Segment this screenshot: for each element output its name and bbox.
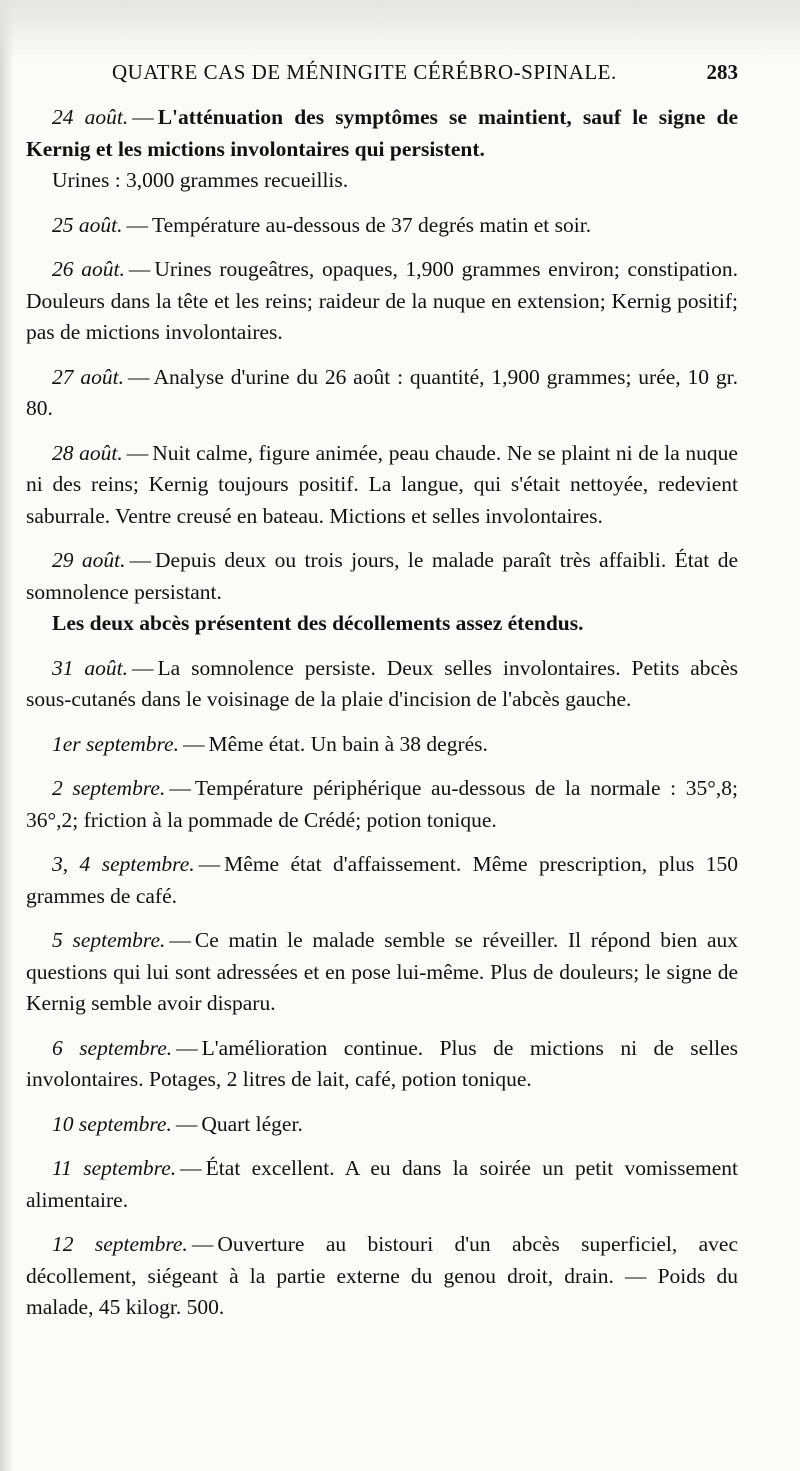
top-scan-shade bbox=[0, 0, 800, 60]
entry-24-aout: 24 août. — L'atténuation des symptômes se maintient, sauf le signe de Kernig et les mictions involontaires qui persistent. bbox=[26, 105, 738, 161]
entry-6-septembre: 6 septembre. — L'amélioration continue. Plus de mictions ni de selles involontaires. Potages, 2 litres de lait, café, potion tonique. bbox=[26, 1035, 738, 1091]
entry-text: Les deux abcès présentent des décollements assez étendus. bbox=[52, 611, 584, 635]
entry-text: Analyse d'urine du 26 août : quantité, 1,900 grammes; urée, 10 gr. 80. bbox=[26, 364, 738, 420]
entry-5-septembre: 5 septembre. — Ce matin le malade semble se réveiller. Il répond bien aux questions qui lui sont adressées et en pose lui-même. Plus de douleurs; le signe de Kernig semble avoir disparu. bbox=[26, 928, 738, 1015]
entry-date: 26 août. bbox=[52, 257, 125, 281]
entry-date: 2 septembre. bbox=[52, 776, 166, 800]
entry-date: 10 septembre. bbox=[52, 1111, 172, 1136]
entry-date: 12 septembre. bbox=[52, 1232, 188, 1256]
entry-text: Urines : 3,000 grammes recueillis. bbox=[52, 168, 349, 192]
entry-10-septembre: 10 septembre. — Quart léger. bbox=[52, 1111, 303, 1136]
entry-date: 1er septembre. bbox=[52, 731, 179, 756]
entry-date: 25 août. bbox=[52, 212, 123, 237]
entry-date: 6 septembre. bbox=[52, 1035, 173, 1060]
entry-text: Urines rougeâtres, opaques, 1,900 grammes environ; constipation. Douleurs dans la tête et les reins; raideur de la nuque en extension; Kernig positif; pas de mictions involontaires. bbox=[26, 257, 738, 344]
entry-31-aout: 31 août. — La somnolence persiste. Deux selles involontaires. Petits abcès sous-cutanés dans le voisinage de la plaie d'incision de l'abcès gauche. bbox=[26, 655, 738, 711]
entry-text: État excellent. A eu dans la soirée un petit vomissement alimentaire. bbox=[26, 1156, 738, 1212]
page-number: 283 bbox=[706, 60, 738, 84]
entry-29-aout: 29 août. — Depuis deux ou trois jours, le malade paraît très affaibli. État de somnolence persistant. bbox=[26, 548, 738, 604]
page-body bbox=[26, 102, 738, 1337]
entry-date: 3, 4 septembre. bbox=[52, 852, 195, 876]
entry-text: Quart léger. bbox=[201, 1111, 303, 1136]
entry-text: Même état d'affaissement. Même prescription, plus 150 grammes de café. bbox=[26, 852, 738, 908]
entry-text: Ce matin le malade semble se réveiller. Il répond bien aux questions qui lui sont adressées et en pose lui-même. Plus de douleurs; le signe de Kernig semble avoir disparu. bbox=[26, 928, 738, 1015]
entry-25-aout: 25 août. — Température au-dessous de 37 degrés matin et soir. bbox=[52, 212, 592, 237]
running-title: QUATRE CAS DE MÉNINGITE CÉRÉBRO-SPINALE. bbox=[112, 60, 617, 84]
entry-text: Température au-dessous de 37 degrés matin et soir. bbox=[151, 212, 592, 237]
entry-26-aout: 26 août. — Urines rougeâtres, opaques, 1,900 grammes environ; constipation. Douleurs dans la tête et les reins; raideur de la nuque en extension; Kernig positif; pas de mictions involontaires. bbox=[26, 257, 738, 344]
page-edge-shadow bbox=[0, 0, 14, 1471]
entry-2-septembre: 2 septembre. — Température périphérique au-dessous de la normale : 35°,8; 36°,2; friction à la pommade de Crédé; potion tonique. bbox=[26, 776, 738, 832]
entry-date: 11 septembre. bbox=[52, 1156, 177, 1180]
entry-text: Même état. Un bain à 38 degrés. bbox=[208, 731, 488, 756]
entry-12-septembre: 12 septembre. — Ouverture au bistouri d'un abcès superficiel, avec décollement, siégeant à la partie externe du genou droit, drain. — Poids du malade, 45 kilogr. 500. bbox=[26, 1232, 738, 1319]
entry-3-4-septembre: 3, 4 septembre. — Même état d'affaissement. Même prescription, plus 150 grammes de café. bbox=[26, 852, 738, 908]
entry-date: 5 septembre. bbox=[52, 928, 166, 952]
entry-28-aout: 28 août. — Nuit calme, figure animée, peau chaude. Ne se plaint ni de la nuque ni des reins; Kernig toujours positif. La langue, qui s'était nettoyée, redevient saburrale. Ventre creusé en bateau. Mictions et selles involontaires. bbox=[26, 440, 738, 528]
entry-abces bbox=[26, 608, 738, 640]
entry-text: L'atténuation des symptômes se maintient, sauf le signe de Kernig et les mictions involontaires qui persistent. bbox=[26, 105, 738, 161]
entry-date: 28 août. bbox=[52, 440, 123, 465]
entry-1-septembre: 1er septembre. — Même état. Un bain à 38 degrés. bbox=[52, 731, 488, 756]
entry-text: Ouverture au bistouri d'un abcès superficiel, avec décollement, siégeant à la partie externe du genou droit, drain. — Poids du malade, 45 kilogr. 500. bbox=[26, 1232, 738, 1319]
entry-text: Nuit calme, figure animée, peau chaude. Ne se plaint ni de la nuque ni des reins; Kernig toujours positif. La langue, qui s'était nettoyée, redevient saburrale. Ventre creusé en bateau. Mictions et selles involontaires. bbox=[26, 440, 738, 528]
entry-date: 31 août. bbox=[52, 655, 129, 680]
entry-date: 29 août. bbox=[52, 548, 126, 572]
entry-text: Depuis deux ou trois jours, le malade paraît très affaibli. État de somnolence persistant. bbox=[26, 548, 738, 604]
entry-text: La somnolence persiste. Deux selles involontaires. Petits abcès sous-cutanés dans le voisinage de la plaie d'incision de l'abcès gauche. bbox=[26, 655, 738, 711]
entry-text: L'amélioration continue. Plus de mictions ni de selles involontaires. Potages, 2 litres de lait, café, potion tonique. bbox=[26, 1035, 738, 1091]
entry-text: Température périphérique au-dessous de la normale : 35°,8; 36°,2; friction à la pommade de Crédé; potion tonique. bbox=[26, 776, 738, 832]
entry-27-aout: 27 août. — Analyse d'urine du 26 août : quantité, 1,900 grammes; urée, 10 gr. 80. bbox=[26, 364, 738, 420]
entry-urines bbox=[26, 165, 738, 197]
entry-date: 27 août. bbox=[52, 364, 124, 389]
page-header bbox=[112, 60, 738, 92]
entry-date: 24 août. bbox=[52, 105, 129, 129]
entry-11-septembre: 11 septembre. — État excellent. A eu dans la soirée un petit vomissement alimentaire. bbox=[26, 1156, 738, 1212]
